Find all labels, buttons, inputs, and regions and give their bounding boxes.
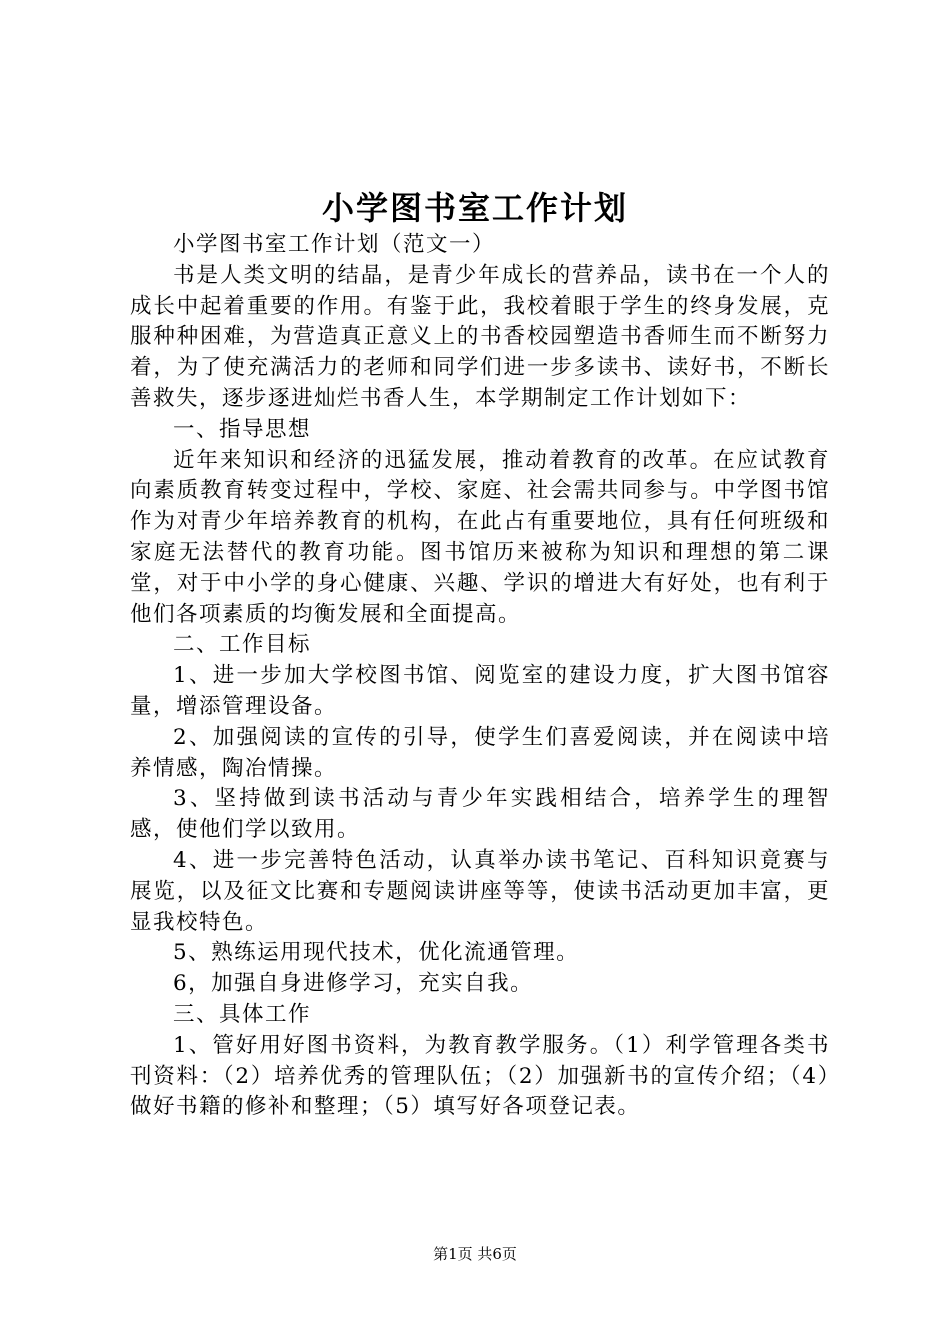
goal-item-2: 2、加强阅读的宣传的引导，使学生们喜爱阅读，并在阅读中培养情感，陶冶情操。 xyxy=(130,724,830,781)
section-heading-specific-work: 三、具体工作 xyxy=(173,1001,312,1027)
goal-item-5: 5、熟练运用现代技术，优化流通管理。 xyxy=(173,940,580,966)
document-title: 小学图书室工作计划 xyxy=(321,189,628,227)
goal-item-6: 6，加强自身进修学习，充实自我。 xyxy=(173,971,534,997)
specific-work-item-1: 1、管好用好图书资料，为教育教学服务。（1）利学管理各类书刊资料：（2）培养优秀的管理队伍；（2）加强新书的宣传介绍；（4）做好书籍的修补和整理；（5）填写好各项登记表。 xyxy=(130,1032,830,1120)
subtitle-paragraph: 小学图书室工作计划（范文一） xyxy=(173,232,496,257)
goal-item-3: 3、坚持做到读书活动与青少年实践相结合，培养学生的理智感，使他们学以致用。 xyxy=(130,786,830,843)
section-heading-guiding-idea: 一、指导思想 xyxy=(173,416,312,442)
page-number-footer: 第1页 共6页 xyxy=(433,1245,517,1263)
goal-item-4: 4、进一步完善特色活动，认真举办读书笔记、百科知识竟赛与展览，以及征文比赛和专题阅读讲座等等，使读书活动更加丰富，更显我校特色。 xyxy=(130,847,830,935)
goal-item-1: 1、进一步加大学校图书馆、阅览室的建设力度，扩大图书馆容量，增添管理设备。 xyxy=(130,663,830,719)
section-heading-work-goals: 二、工作目标 xyxy=(173,632,312,658)
guiding-idea-paragraph: 近年来知识和经济的迅猛发展，推动着教育的改革。在应试教育向素质教育转变过程中，学校、家庭、社会需共同参与。中学图书馆作为对青少年培养教育的机构，在此占有重要地位，具有任何班级和家庭无法替代的教育功能。图书馆历来被称为知识和理想的第二课堂，对于中小学的身心健康、兴趣、学识的增进大有好处，也有利于他们各项素质的均衡发展和全面提高。 xyxy=(130,447,830,627)
intro-paragraph: 书是人类文明的结晶，是青少年成长的营养品，读书在一个人的成长中起着重要的作用。有鉴于此，我校着眼于学生的终身发展，克服种种困难，为营造真正意义上的书香校园塑造书香师生而不断努力着，为了使充满活力的老师和同学们进一步多读书、读好书，不断长善救失，逐步逐进灿烂书香人生，本学期制定工作计划如下： xyxy=(130,262,830,411)
document-body xyxy=(130,230,830,1123)
